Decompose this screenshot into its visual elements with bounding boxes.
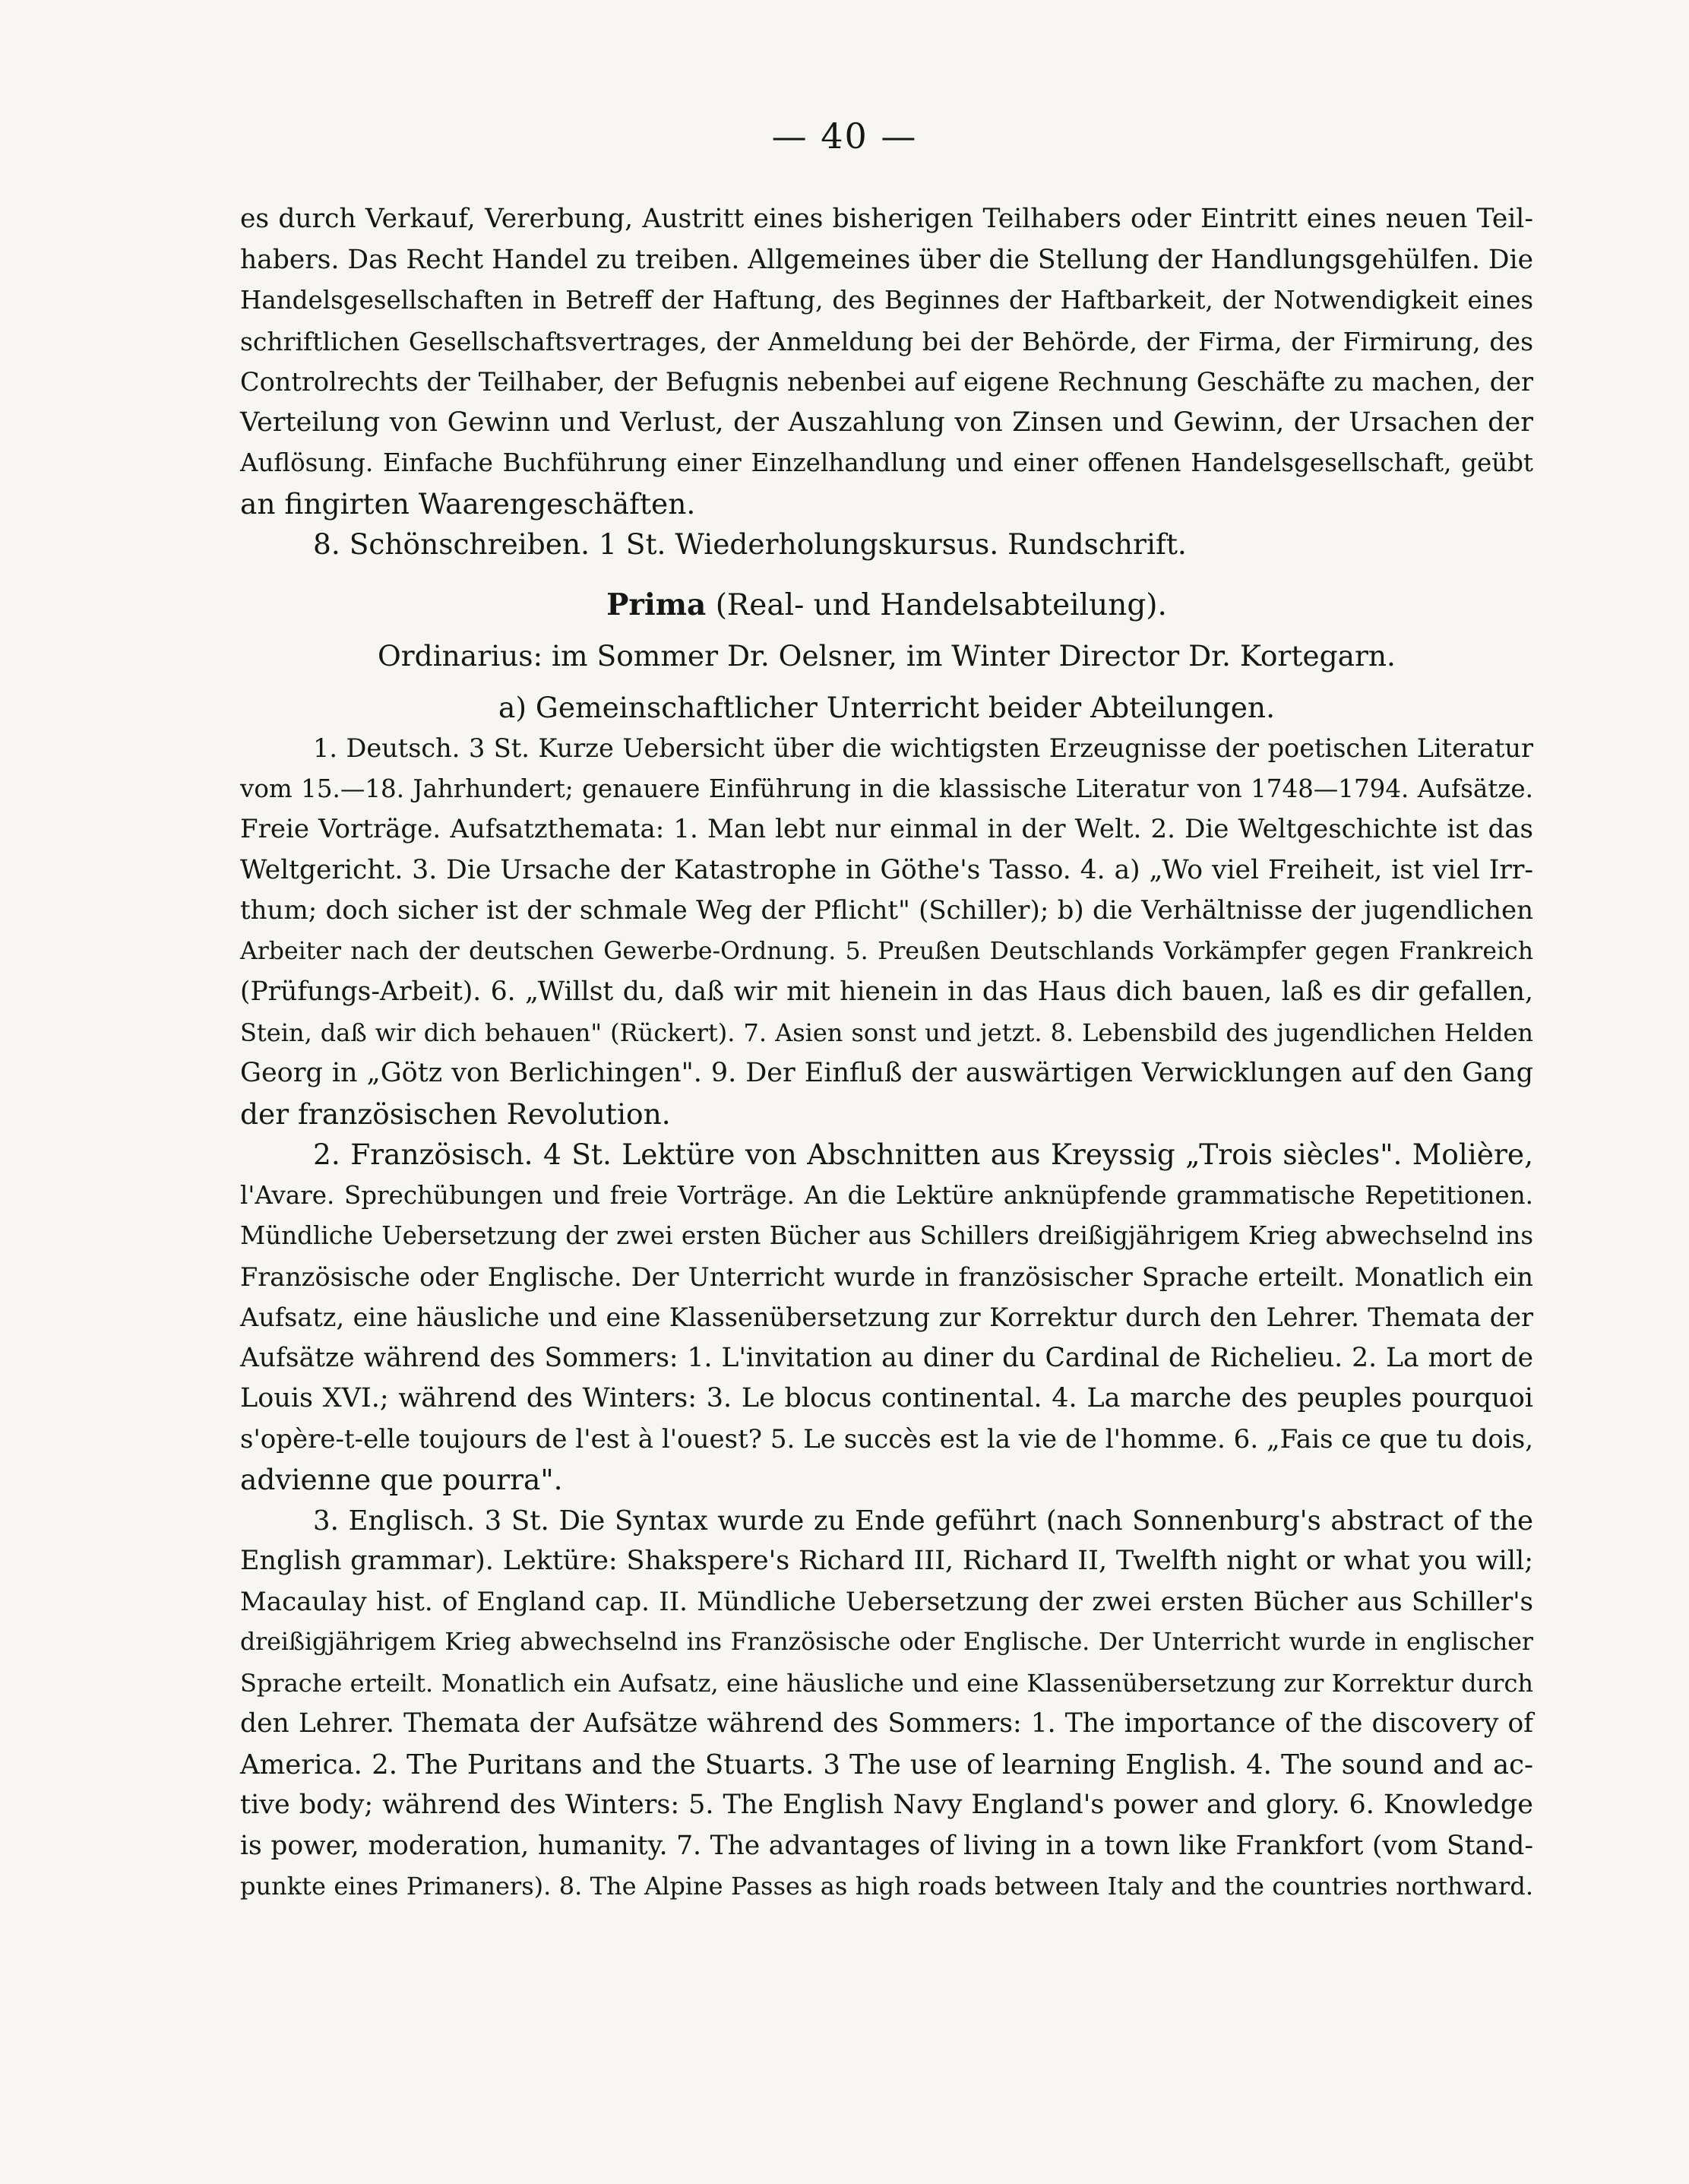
body-line: advienne que pourra". — [240, 1463, 563, 1496]
section-item-line: 8. Schönschreiben. 1 St. Wiederholungskursus. Rundschrift. — [313, 527, 1187, 561]
spacer — [240, 565, 1533, 585]
body-line: Aufsatz, eine häusliche und eine Klassenübersetzung zur Korrektur durch den Lehrer. Themata der — [240, 1302, 1533, 1332]
body-line: Weltgericht. 3. Die Ursache der Katastrophe in Göthe's Tasso. 4. a) „Wo viel Freiheit, ist viel Irr- — [240, 854, 1533, 885]
body-line: Auflösung. Einfache Buchführung einer Einzelhandlung und einer offenen Handelsgesellschaft, geübt — [240, 448, 1533, 477]
body-line: Mündliche Uebersetzung der zwei ersten Bücher aus Schillers dreißigjährigem Krieg abwechselnd ins — [240, 1221, 1533, 1250]
body-line: thum; doch sicher ist der schmale Weg der Pflicht" (Schiller); b) die Verhältnisse der jugendlichen — [240, 895, 1533, 926]
body-line: Stein, daß wir dich behauen" (Rückert). 7. Asien sonst und jetzt. 8. Lebensbild des jugendlichen Helden — [240, 1018, 1533, 1047]
body-line: schriftlichen Gesellschaftsvertrages, der Anmeldung bei der Behörde, der Firma, der Firmirung, des — [240, 326, 1533, 356]
class-heading — [240, 585, 1533, 626]
body-line: (Prüfungs-Arbeit). 6. „Willst du, daß wir mit hienein in das Haus dich bauen, laß es dir gefallen, — [240, 976, 1533, 1007]
section-item-line: 3. Englisch. 3 St. Die Syntax wurde zu Ende geführt (nach Sonnenburg's abstract of the — [313, 1505, 1533, 1537]
body-line: Verteilung von Gewinn und Verlust, der Auszahlung von Zinsen und Gewinn, der Ursachen der — [240, 407, 1533, 438]
body-line: Georg in „Götz von Berlichingen". 9. Der Einfluß der auswärtigen Verwicklungen auf den Gang — [240, 1058, 1533, 1088]
ordinarius-line: Ordinarius: im Sommer Dr. Oelsner, im Winter Director Dr. Kortegarn. — [378, 639, 1396, 673]
body-line: America. 2. The Puritans and the Stuarts. 3 The use of learning English. 4. The sound and ac- — [240, 1749, 1533, 1780]
spacer — [240, 625, 1533, 636]
body-line: Aufsätze während des Sommers: 1. L'invitation au diner du Cardinal de Richelieu. 2. La mort de — [240, 1342, 1533, 1373]
body-line: es durch Verkauf, Vererbung, Austritt eines bisherigen Teilhabers oder Eintritt eines neuen Teil- — [240, 204, 1533, 234]
body-line: vom 15.—18. Jahrhundert; genauere Einführung in die klassische Literatur von 1748—1794. Aufsätze. — [240, 774, 1533, 803]
spacer — [240, 677, 1533, 688]
class-heading-subtitle: (Real- und Handelsabteilung). — [715, 587, 1167, 622]
body-line: Arbeiter nach der deutschen Gewerbe-Ordnung. 5. Preußen Deutschlands Vorkämpfer gegen Frankreich — [240, 937, 1533, 965]
page-number: — 40 — — [771, 116, 918, 157]
body-line: an fingirten Waarengeschäften. — [240, 486, 696, 521]
body-line: Sprache erteilt. Monatlich ein Aufsatz, eine häusliche und eine Klassenübersetzung zur Korrektur durch — [240, 1668, 1533, 1698]
subsection-heading: a) Gemeinschaftlicher Unterricht beider Abteilungen. — [498, 690, 1275, 724]
section-item-line: 1. Deutsch. 3 St. Kurze Uebersicht über die wichtigsten Erzeugnisse der poetischen Literatur — [313, 733, 1533, 763]
body-line — [240, 1907, 1533, 1948]
section-item-line: 2. Französisch. 4 St. Lektüre von Abschnitten aus Kreyssig „Trois siècles". Molière, — [313, 1138, 1533, 1171]
body-line: English grammar). Lektüre: Shakspere's Richard III, Richard II, Twelfth night or what you will; — [240, 1546, 1533, 1576]
class-heading-title: Prima — [606, 587, 707, 622]
body-line: Handelsgesellschaften in Betreff der Haftung, des Beginnes der Haftbarkeit, der Notwendigkeit eines — [240, 286, 1533, 315]
body-line: Freie Vorträge. Aufsatzthemata: 1. Man lebt nur einmal in der Welt. 2. Die Weltgeschichte ist das — [240, 814, 1533, 844]
body-line: dreißigjährigem Krieg abwechselnd ins Französische oder Englische. Der Unterricht wurde in englischer — [240, 1629, 1533, 1656]
body-line: punkte eines Primaners). 8. The Alpine Passes as high roads between Italy and the countries northward. — [240, 1872, 1533, 1901]
body-line: l'Avare. Sprechübungen und freie Vorträge. An die Lektüre anknüpfende grammatische Repetitionen. — [240, 1180, 1533, 1210]
body-line: Controlrechts der Teilhaber, der Befugnis nebenbei auf eigene Rechnung Geschäfte zu machen, der — [240, 367, 1533, 397]
document-body — [240, 199, 1533, 1948]
body-line: der französischen Revolution. — [240, 1097, 671, 1131]
body-line: den Lehrer. Themata der Aufsätze während des Sommers: 1. The importance of the discovery of — [240, 1708, 1533, 1739]
body-line: Louis XVI.; während des Winters: 3. Le blocus continental. 4. La marche des peuples pourquoi — [240, 1383, 1533, 1413]
body-line: Französische oder Englische. Der Unterricht wurde in französischer Sprache erteilt. Monatlich ein — [240, 1261, 1533, 1292]
body-line: is power, moderation, humanity. 7. The advantages of living in a town like Frankfort (vom Stand- — [240, 1830, 1533, 1861]
body-line: tive body; während des Winters: 5. The English Navy England's power and glory. 6. Knowledge — [240, 1790, 1533, 1820]
body-line: s'opère-t-elle toujours de l'est à l'ouest? 5. Le succès est la vie de l'homme. 6. „Fais ce que tu dois, — [240, 1423, 1533, 1454]
body-line: habers. Das Recht Handel zu treiben. Allgemeines über die Stellung der Handlungsgehülfen. Die — [240, 244, 1534, 275]
body-line: Macaulay hist. of England cap. II. Mündliche Uebersetzung der zwei ersten Bücher aus Schiller's — [240, 1586, 1533, 1617]
